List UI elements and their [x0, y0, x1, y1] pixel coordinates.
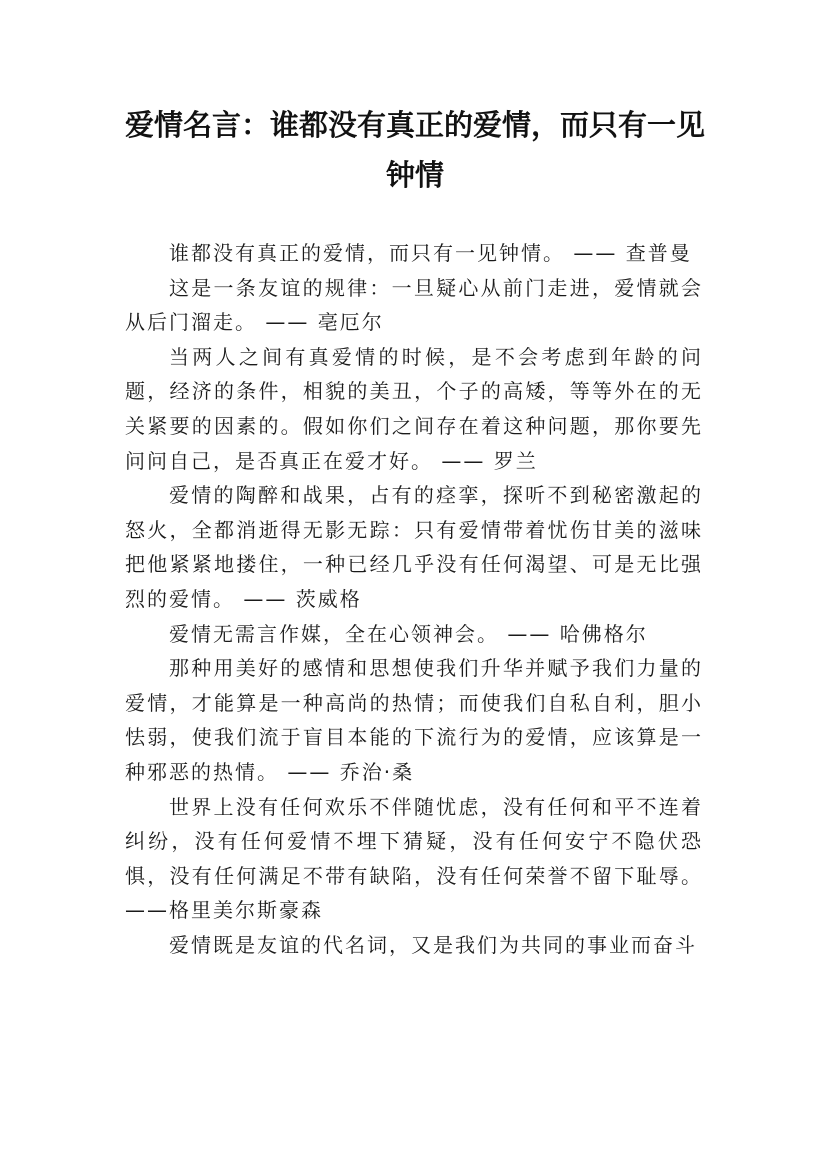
quote-paragraph: 谁都没有真正的爱情，而只有一见钟情。 —— 查普曼 — [169, 241, 692, 265]
quote-paragraph: 这是一条友谊的规律：一旦疑心从前门走进，爱情就会从后门溜走。 —— 亳厄尔 — [125, 275, 703, 335]
quote-paragraph: 爱情无需言作媒，全在心领神会。 —— 哈佛格尔 — [169, 621, 648, 646]
quote-paragraph: 爱情既是友谊的代名词，又是我们为共同的事业而奋斗 — [169, 932, 697, 957]
quote-paragraph: 世界上没有任何欢乐不伴随忧虑，没有任何和平不连着纠纷，没有任何爱情不埋下猜疑，没有任何安宁不隐伏恐惧，没有任何满足不带有缺陷，没有任何荣誉不留下耻辱。 ——格里美尔斯豪森 — [125, 794, 703, 923]
quote-paragraph: 爱情的陶醉和战果，占有的痉挛，探听不到秘密激起的怒火，全都消逝得无影无踪：只有爱情带着忧伤甘美的滋味把他紧紧地搂住，一种已经几乎没有任何渴望、可是无比强烈的爱情。 —— 茨威格 — [125, 483, 703, 611]
document-title: 爱情名言：谁都没有真正的爱情，而只有一见钟情 — [124, 108, 705, 192]
document-body — [125, 236, 703, 962]
quote-paragraph: 那种用美好的感情和思想使我们升华并赋予我们力量的爱情，才能算是一种高尚的热情；而使我们自私自利，胆小怯弱，使我们流于盲目本能的下流行为的爱情，应该算是一种邪恶的热情。 —— 乔治·桑 — [125, 656, 703, 784]
quote-paragraph: 当两人之间有真爱情的时候，是不会考虑到年龄的问题，经济的条件，相貌的美丑，个子的高矮，等等外在的无关紧要的因素的。假如你们之间存在着这种问题，那你要先问问自己，是否真正在爱才好。 —— 罗兰 — [125, 344, 703, 473]
